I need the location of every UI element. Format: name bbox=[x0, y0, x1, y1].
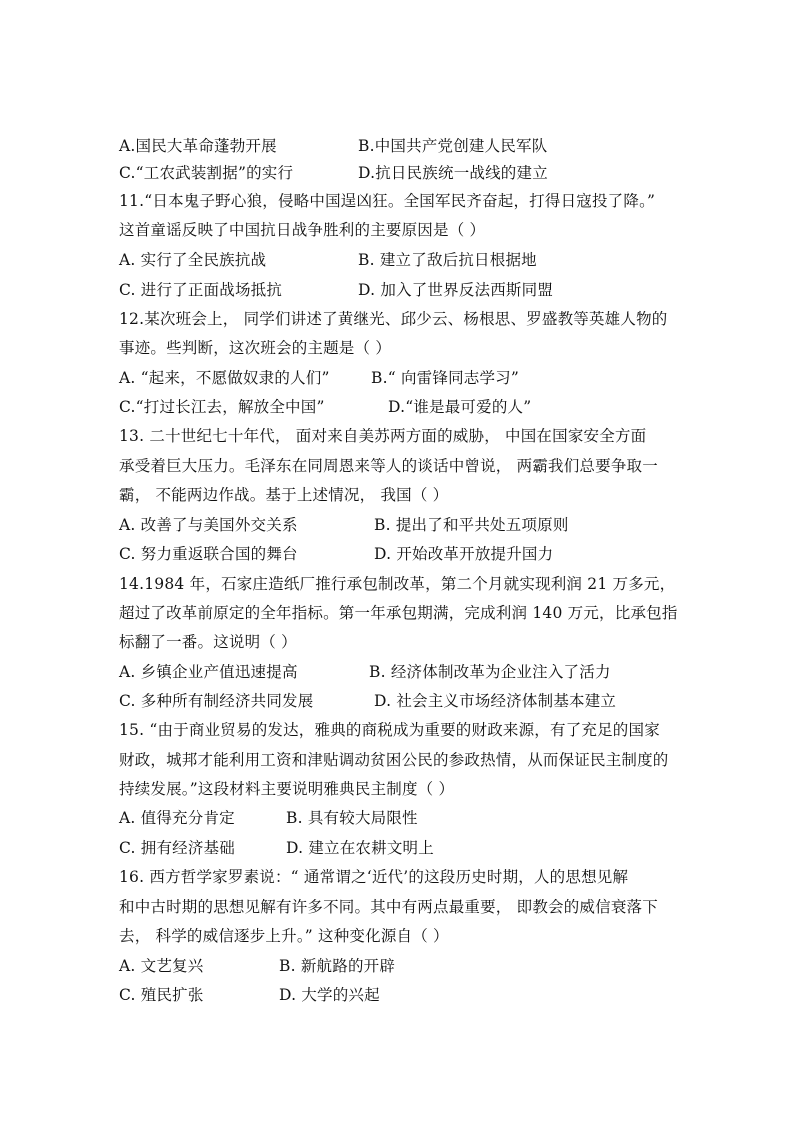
q13-stem-line-1: 13. 二十世纪七十年代， 面对来自美苏两方面的威胁， 中国在国家安全方面 bbox=[119, 427, 647, 445]
q15-option-a: A. 值得充分肯定 bbox=[119, 809, 235, 827]
q12-option-b: B.“ 向雷锋同志学习” bbox=[371, 369, 519, 387]
q11-option-d: D. 加入了世界反法西斯同盟 bbox=[358, 281, 554, 299]
q13-option-row-1 bbox=[119, 515, 569, 535]
q15-stem-line-3: 持续发展。”这段材料主要说明雅典民主制度（ ） bbox=[119, 780, 455, 798]
q16-option-a: A. 文艺复兴 bbox=[119, 957, 204, 975]
q15-option-row-1 bbox=[119, 808, 418, 828]
q12-option-c: C.“打过长江去，解放全中国” bbox=[119, 398, 325, 416]
q14-stem-line-3: 标翻了一番。这说明（ ） bbox=[119, 633, 297, 651]
q15-option-c: C. 拥有经济基础 bbox=[119, 839, 235, 857]
q16-stem-line-1: 16. 西方哲学家罗素说：“ 通常谓之‘近代’的这段历史时期，人的思想见解 bbox=[119, 868, 629, 886]
q13-option-a: A. 改善了与美国外交关系 bbox=[119, 516, 298, 534]
q16-stem-line-3: 去， 科学的威信逐步上升。” 这种变化源自（ ） bbox=[119, 927, 449, 945]
q16-option-b: B. 新航路的开辟 bbox=[279, 957, 396, 975]
q15-stem-line-1: 15. “由于商业贸易的发达，雅典的商税成为重要的财政来源，有了充足的国家 bbox=[119, 721, 660, 739]
q14-option-c: C. 多种所有制经济共同发展 bbox=[119, 692, 314, 710]
q16-option-d: D. 大学的兴起 bbox=[279, 986, 380, 1004]
q13-option-b: B. 提出了和平共处五项原则 bbox=[374, 516, 569, 534]
q13-option-d: D. 开始改革开放提升国力 bbox=[374, 545, 554, 563]
q12-stem-line-1: 12.某次班会上， 同学们讲述了黄继光、邱少云、杨根思、罗盛教等英雄人物的 bbox=[119, 310, 668, 328]
q14-option-d: D. 社会主义市场经济体制基本建立 bbox=[374, 692, 617, 710]
q16-option-row-1 bbox=[119, 956, 396, 976]
q13-stem-line-2: 承受着巨大压力。毛泽东在同周恩来等人的谈话中曾说， 两霸我们总要争取一 bbox=[119, 457, 658, 475]
q16-option-c: C. 殖民扩张 bbox=[119, 986, 204, 1004]
q10-option-row-1 bbox=[119, 136, 548, 156]
q16-option-row-2 bbox=[119, 985, 380, 1005]
q11-option-c: C. 进行了正面战场抵抗 bbox=[119, 281, 283, 299]
q12-stem-line-2: 事迹。些判断，这次班会的主题是（ ） bbox=[119, 339, 392, 357]
q15-stem-line-2: 财政，城邦才能利用工资和津贴调动贫困公民的参政热情，从而保证民主制度的 bbox=[119, 751, 669, 769]
q11-option-a: A. 实行了全民族抗战 bbox=[119, 251, 267, 269]
q10-option-c: C.“工农武装割据”的实行 bbox=[119, 164, 294, 182]
q14-stem-line-2: 超过了改革前原定的全年指标。第一年承包期满，完成利润 140 万元，比承包指 bbox=[119, 604, 678, 622]
q12-option-d: D.“谁是最可爱的人” bbox=[388, 398, 532, 416]
q10-option-a: A.国民大革命蓬勃开展 bbox=[119, 137, 277, 155]
q13-option-c: C. 努力重返联合国的舞台 bbox=[119, 545, 298, 563]
q14-option-a: A. 乡镇企业产值迅速提高 bbox=[119, 663, 298, 681]
q16-stem-line-2: 和中古时期的思想见解有许多不同。其中有两点最重要， 即教会的威信衰落下 bbox=[119, 898, 658, 916]
q11-option-row-1 bbox=[119, 250, 537, 270]
q12-option-row-1 bbox=[119, 368, 519, 388]
q13-option-row-2 bbox=[119, 544, 554, 564]
q15-option-row-2 bbox=[119, 838, 434, 858]
q11-stem-line-1: 11.“日本鬼子野心狼，侵略中国逞凶狂。全国军民齐奋起，打得日寇投了降。” bbox=[119, 192, 656, 210]
q14-option-row-1 bbox=[119, 662, 611, 682]
q15-option-d: D. 建立在农耕文明上 bbox=[286, 839, 434, 857]
q14-option-row-2 bbox=[119, 691, 617, 711]
q11-option-row-2 bbox=[119, 280, 554, 300]
q11-stem-line-2: 这首童谣反映了中国抗日战争胜利的主要原因是（ ） bbox=[119, 221, 486, 239]
q10-option-b: B.中国共产党创建人民军队 bbox=[358, 137, 548, 155]
q11-option-b: B. 建立了敌后抗日根据地 bbox=[358, 251, 537, 269]
q13-stem-line-3: 霸， 不能两边作战。基于上述情况， 我国（ ） bbox=[119, 486, 449, 504]
q12-option-a: A. “起来，不愿做奴隶的人们” bbox=[119, 369, 330, 387]
q15-option-b: B. 具有较大局限性 bbox=[286, 809, 418, 827]
q10-option-d: D.抗日民族统一战线的建立 bbox=[358, 164, 548, 182]
q14-option-b: B. 经济体制改革为企业注入了活力 bbox=[369, 663, 611, 681]
q12-option-row-2 bbox=[119, 397, 532, 417]
q14-stem-line-1: 14.1984 年，石家庄造纸厂推行承包制改革，第二个月就实现利润 21 万多元， bbox=[119, 575, 676, 593]
q10-option-row-2 bbox=[119, 163, 548, 183]
